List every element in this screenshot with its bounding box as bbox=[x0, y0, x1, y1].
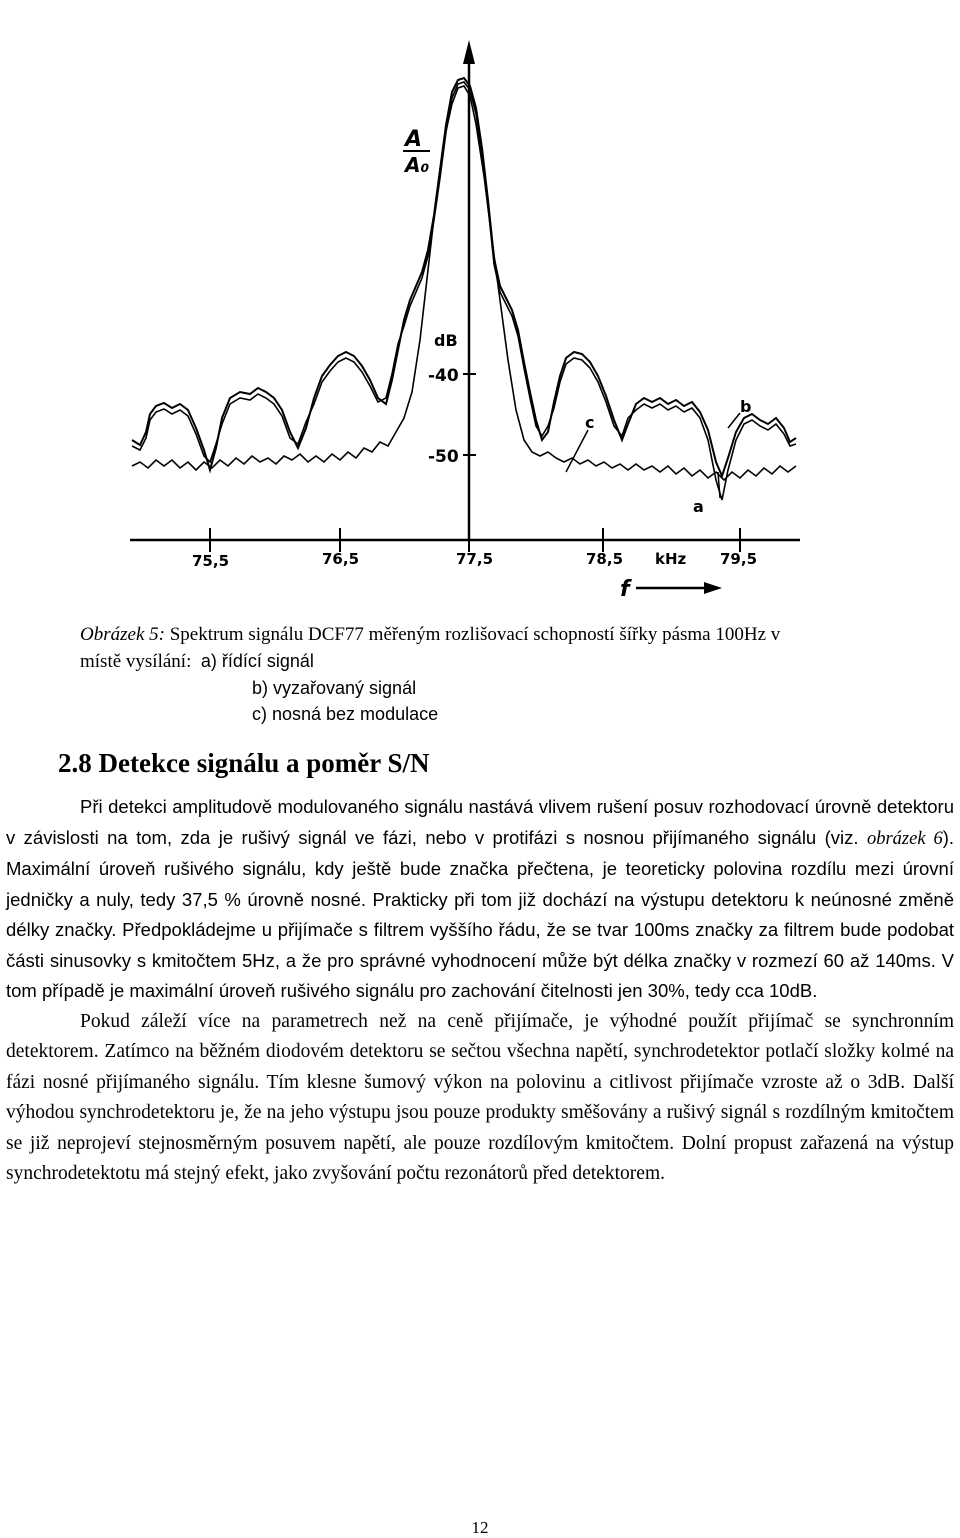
caption-line-1 bbox=[80, 622, 960, 648]
caption-prefix: místě vysílání: bbox=[80, 651, 192, 672]
section-heading: 2.8 Detekce signálu a poměr S/N bbox=[58, 748, 430, 778]
caption-text: Spektrum signálu DCF77 měřeným rozlišovací schopností šířky pásma 100Hz v bbox=[164, 624, 781, 645]
db-unit-label: dB bbox=[434, 331, 458, 350]
figure-reference: obrázek 6 bbox=[866, 828, 943, 849]
paragraph-1 bbox=[6, 792, 954, 1007]
db-tick-label: -40 bbox=[428, 366, 459, 386]
x-tick-label: 75,5 bbox=[192, 552, 230, 570]
caption-item-b: b) vyzařovaný signál bbox=[252, 678, 417, 698]
caption-item-a: a) řídící signál bbox=[200, 651, 314, 671]
x-tick-label: 78,5 bbox=[586, 550, 624, 568]
spectrum-plot bbox=[0, 0, 960, 610]
paragraph-2: Pokud záleží více na parametrech než na ceně přijímače, je výhodné použít přijímač se synchronním detektorem. Zatímco na běžném diodovém detektoru se sečtou všechna napětí, synchrodetektor potlačí složky kolmé na fázi nosné přijímaného signálu. Tím klesne šumový výkon na polovinu a citlivost přijímače vzroste až o 3dB. Další výhodou synchrodetektoru je, že na jeho výstupu jsou pouze produkty směšovány a rušivý signál s rozdílným kmitočtem se již neprojeví stejnosměrným posuvem napětí, ale pouze rozdílovým kmitočtem. Dolní propust zařazená na výstup synchrodetektotu má stejný efekt, jako zvyšování počtu rezonátorů před detektorem. bbox=[6, 1010, 954, 1184]
x-tick-label: 79,5 bbox=[720, 550, 758, 568]
y-axis-arrow bbox=[463, 40, 475, 64]
db-tick-label: -50 bbox=[428, 447, 459, 467]
curve-label-b: b bbox=[740, 397, 752, 416]
caption-line-2 bbox=[80, 648, 960, 675]
curve-label-c: c bbox=[585, 413, 595, 432]
page-number: 12 bbox=[471, 1518, 489, 1537]
curve-b bbox=[132, 78, 796, 476]
y-axis-label-bottom: A₀ bbox=[405, 153, 430, 177]
figure-caption bbox=[80, 622, 960, 727]
y-axis-label-top: A bbox=[405, 127, 423, 152]
curve-label-a: a bbox=[693, 497, 704, 516]
body-text bbox=[6, 792, 954, 1190]
caption-item-c: c) nosná bez modulace bbox=[252, 704, 439, 724]
x-tick-label: 77,5 bbox=[456, 550, 494, 568]
curve-c bbox=[132, 86, 796, 480]
label-b-leader bbox=[728, 413, 740, 428]
paragraph-1-part-2: ). Maximální úroveň rušivého signálu, kdy ještě bude značka přečtena, je teoreticky polovina rozdílu mezi úrovní jedničky a nuly, tedy 37,5 % úrovně nosné. Prakticky při tom již dochází na výstupu detektoru k neúnosné změně délky značky. Předpokládejme u přijímače s filtrem vyššího řádu, že se tvar 100ms značky za filtrem bude podobat části sinusovky s kmitočtem 5Hz, a že pro správné vyhodnocení může být délka značky v rozmezí 60 až 140ms. V tom případě je maximální úroveň rušivého signálu pro zachování čitelnosti jen 30%, tedy cca 10dB. bbox=[6, 826, 955, 1001]
frequency-symbol: f bbox=[620, 577, 630, 602]
caption-lead: Obrázek 5: bbox=[80, 624, 165, 645]
x-unit-label: kHz bbox=[655, 550, 687, 568]
spectrum-figure bbox=[0, 0, 960, 610]
label-c-leader bbox=[566, 430, 588, 472]
frequency-arrowhead bbox=[704, 582, 722, 594]
paragraph-1-part-1: Při detekci amplitudově modulovaného signálu nastává vlivem rušení posuv rozhodovací úrovně detektoru v závislosti na tom, zda je rušivý signál ve fázi, nebo v protifázi s nosnou přijímaného signálu (viz. bbox=[6, 796, 954, 848]
curve-a bbox=[132, 82, 796, 500]
x-tick-label: 76,5 bbox=[322, 550, 360, 568]
